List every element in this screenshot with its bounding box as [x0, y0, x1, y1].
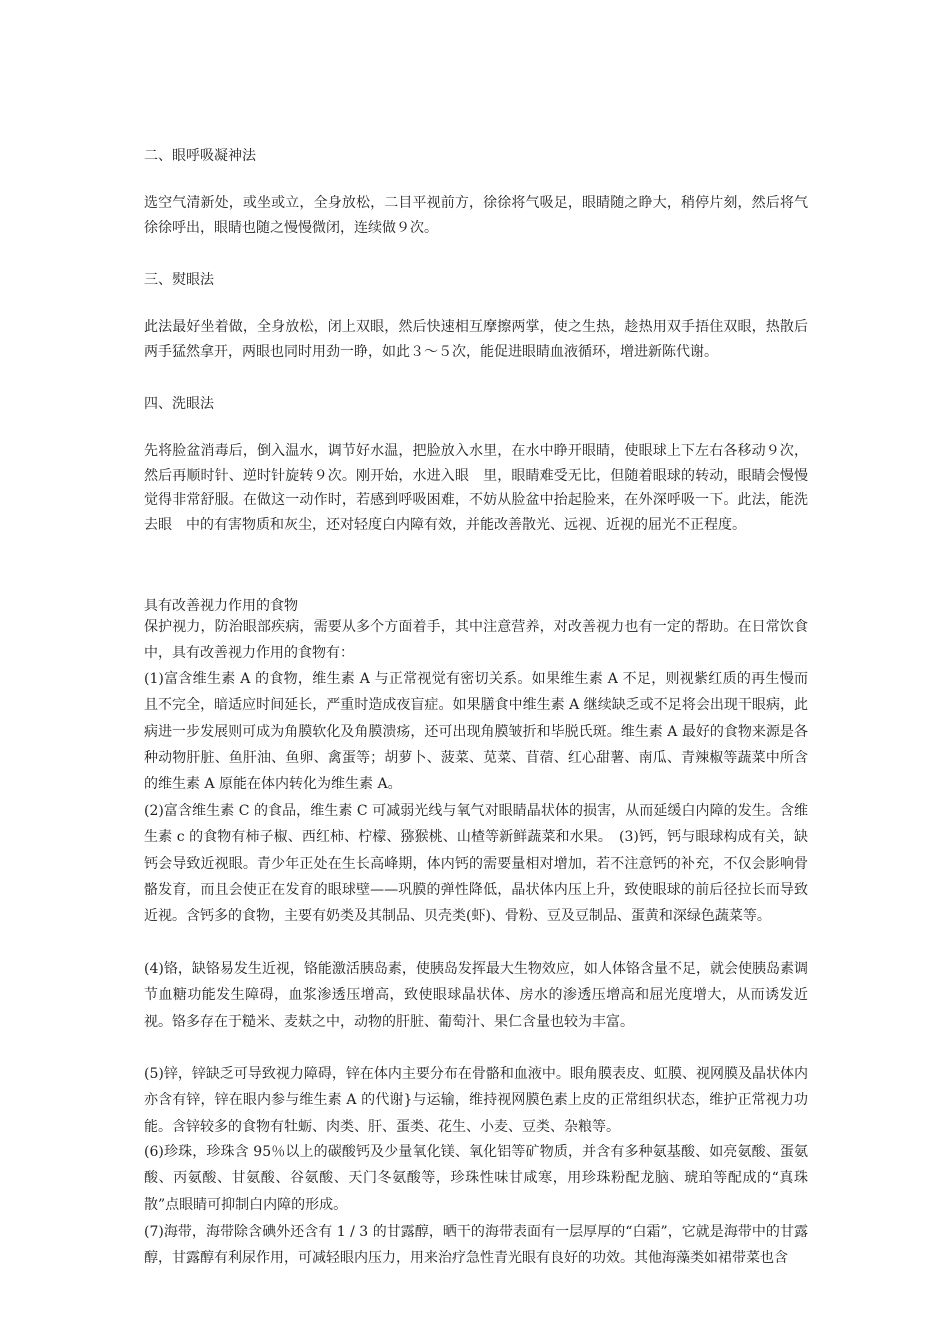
- section-body-4: 先将脸盆消毒后，倒入温水，调节好水温，把脸放入水里，在水中睁开眼睛，使眼球上下左右各移动９次，然后再顺时针、逆时针旋转９次。刚开始，水进入眼 里，眼睛难受无比，但随着眼球的转动，眼睛会慢慢觉得非常舒服。在做这一动作时，若感到呼吸困难，不妨从脸盆中抬起脸来，在外深呼吸一下。此法，能洗去眼 中的有害物质和灰尘，还对轻度白内障有效，并能改善散光、远视、近视的屈光不正程度。: [144, 443, 808, 533]
- food-item-1: (1)富含维生素 A 的食物，维生素 A 与正常视觉有密切关系。如果维生素 A 不足，则视紫红质的再生慢而且不完全，暗适应时间延长，严重时造成夜盲症。如果膳食中维生素 A 继续缺乏或不足将会出现干眼病，此病进一步发展则可成为角膜软化及角膜溃疡，还可出现角膜皱折和毕脱氏斑。维生素 A 最好的食物来源是各种动物肝脏、鱼肝油、鱼卵、禽蛋等；胡萝卜、菠菜、苋菜、苜蓿、红心甜薯、南瓜、青辣椒等蔬菜中所含的维生素 A 原能在体内转化为维生素 A。: [144, 671, 808, 793]
- food-item-5: (5)锌，锌缺乏可导致视力障碍，锌在体内主要分布在骨骼和血液中。眼角膜表皮、虹膜、视网膜及晶状体内亦含有锌，锌在眼内参与维生素 A 的代谢}与运输，维持视网膜色素上皮的正常组织状态，维护正常视力功能。含锌较多的食物有牡蛎、肉类、肝、蛋类、花生、小麦、豆类、杂粮等。: [144, 1066, 808, 1135]
- food-intro: 保护视力，防治眼部疾病，需要从多个方面着手，其中注意营养，对改善视力也有一定的帮助。在日常饮食中，具有改善视力作用的食物有：: [144, 619, 808, 662]
- food-item-7: (7)海带，海带除含碘外还含有 1 / 3 的甘露醇，晒干的海带表面有一层厚厚的“白霜”，它就是海带中的甘露醇，甘露醇有利尿作用，可减轻眼内压力，用来治疗急性青光眼有良好的功效。其他海藻类如裙带菜也含: [144, 1224, 808, 1267]
- food-item-4: (4)铬，缺铬易发生近视，铬能激活胰岛素，使胰岛发挥最大生物效应，如人体铬含量不足，就会使胰岛素调节血糖功能发生障碍，血浆渗透压增高，致使眼球晶状体、房水的渗透压增高和屈光度增大，从而诱发近视。铬多存在于糙米、麦麸之中，动物的肝脏、葡萄汁、果仁含量也较为丰富。: [144, 961, 808, 1030]
- food-title: 具有改善视力作用的食物: [144, 598, 298, 614]
- section-heading-3: 三、熨眼法: [144, 272, 214, 288]
- food-item-2-3: (2)富含维生素 C 的食品，维生素 C 可减弱光线与氧气对眼睛晶状体的损害，从而延缓白内障的发生。含维生素 c 的食物有柿子椒、西红柿、柠檬、猕猴桃、山楂等新鲜蔬菜和水果。 (3)钙，钙与眼球构成有关，缺钙会导致近视眼。青少年正处在生长高峰期，体内钙的需要量相对增加，若不注意钙的补充，不仅会影响骨骼发育，而且会使正在发育的眼球壁——巩膜的弹性降低，晶状体内压上升，致使眼球的前后径拉长而导致近视。含钙多的食物，主要有奶类及其制品、贝壳类(虾)、骨粉、豆及豆制品、蛋黄和深绿色蔬菜等。: [144, 803, 808, 925]
- section-heading-4: 四、洗眼法: [144, 396, 214, 412]
- food-item-6: (6)珍珠，珍珠含 95％以上的碳酸钙及少量氧化镁、氧化铝等矿物质，并含有多种氨基酸、如亮氨酸、蛋氨酸、丙氨酸、甘氨酸、谷氨酸、天门冬氨酸等，珍珠性味甘咸寒，用珍珠粉配龙脑、琥珀等配成的“真珠散”点眼睛可抑制白内障的形成。: [144, 1144, 808, 1213]
- section-heading-2: 二、眼呼吸凝神法: [144, 148, 256, 164]
- section-body-3: 此法最好坐着做，全身放松，闭上双眼，然后快速相互摩擦两掌，使之生热，趁热用双手捂住双眼，热散后两手猛然拿开，两眼也同时用劲一睁，如此３～５次，能促进眼睛血液循环，增进新陈代谢。: [144, 319, 808, 360]
- section-body-2: 选空气清新处，或坐或立，全身放松，二目平视前方，徐徐将气吸足，眼睛随之睁大，稍停片刻，然后将气徐徐呼出，眼睛也随之慢慢微闭，连续做９次。: [144, 195, 808, 236]
